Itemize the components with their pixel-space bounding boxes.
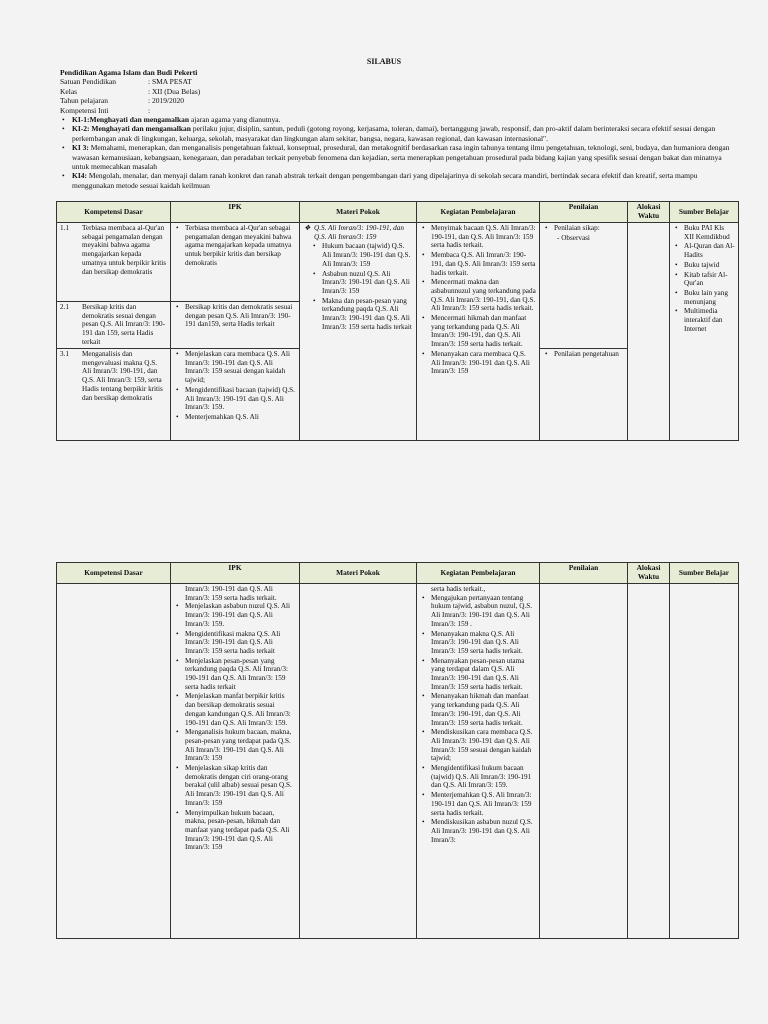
ipk-continuation: Imran/3: 190-191 dan Q.S. Ali Imran/3: 159 serta hadis terkait. bbox=[185, 585, 277, 602]
info-value: : bbox=[148, 105, 151, 115]
ipk-item: • Terbiasa membaca al-Qur'an sebagai pengamalan dengan meyakini bahwa agama mengajarkan kepada umatnya untuk berpikir kritis dan bersikap demokratis bbox=[185, 224, 296, 268]
ipk-item: • Mengidentifikasi makna Q.S. Ali Imran/3: 190-191 dan Q.S. Ali Imran/3: 159 serta hadis terkait bbox=[185, 630, 296, 656]
info-key: Tahun pelajaran bbox=[60, 96, 108, 106]
kegiatan-item: • Mencermati makna dan asbabunnuzul yang terkandung pada Q.S. Ali Imran/3: 190-191, dan Q.S. Ali Imran/3: 159 serta hadis terkait. bbox=[431, 278, 536, 313]
sumber-item: • Buku lain yang menunjang bbox=[684, 289, 735, 306]
ki-label: KI 3: bbox=[72, 143, 89, 153]
ipk-cell bbox=[171, 349, 300, 441]
ipk-item: • Menjelaskan asbabun nuzul Q.S. Ali Imran/3: 190-191 dan Q.S. Ali Imran/3: 159. bbox=[185, 602, 296, 628]
sumber-cell bbox=[670, 584, 739, 939]
info-value: : 2019/2020 bbox=[148, 96, 185, 106]
sumber-item: • Kitab tafsir Al-Qur'an bbox=[684, 271, 735, 288]
materi-cell bbox=[300, 223, 417, 441]
kegiatan-cell bbox=[417, 584, 540, 939]
header-sumber: Sumber Belajar bbox=[670, 202, 739, 223]
kd-cell bbox=[57, 223, 171, 302]
kegiatan-item: • Mencermati hikmah dan manfaat yang terkandung pada Q.S. Ali Imran/3: 190-191, dan Q.S. Ali Imran/3: 159 serta hadis terkait. bbox=[431, 314, 536, 349]
ipk-item: • Menjelaskan pesan-pesan yang terkandung paqda Q.S. Ali Imran/3: 190-191 dan Q.S. Ali Imran/3: 159 serta hadis terkait bbox=[185, 657, 296, 692]
document-title: SILABUS bbox=[366, 57, 402, 66]
info-key: Kompetensi Inti bbox=[60, 105, 109, 115]
kegiatan-continuation: serta hadis terkait., bbox=[431, 585, 486, 593]
kegiatan-item: • Menterjemahkan Q.S. Ali Imran/3: 190-191 dan Q.S. Ali Imran/3: 159 serta hadis terkait. bbox=[431, 791, 536, 817]
alokasi-cell bbox=[628, 223, 670, 441]
ki-item bbox=[72, 171, 740, 190]
document-header bbox=[60, 68, 740, 190]
sumber-item: • Multimedia interaktif dan Internet bbox=[684, 307, 735, 333]
materi-heading: ❖ Q.S. Ali Imran/3: 190-191, dan Q.S. Ali Imran/3: 159 bbox=[314, 224, 413, 241]
ipk-item: • Menjelaskan sikap kritis dan demokratis dengan ciri orang-orang berakal (ulil albab) sesuai pesan Q.S. Ali Imran/3: 190-191 dan Q.S. Ali Imran/3: 159 bbox=[185, 764, 296, 808]
header-kegiatan: Kegiatan Pembelajaran bbox=[417, 563, 540, 584]
alokasi-cell bbox=[628, 584, 670, 939]
ipk-item: • Menjelaskan cara membaca Q.S. Ali Imran/3: 190-191 dan Q.S. Ali Imran/3: 159 sesuai dengan kaidah tajwid; bbox=[185, 350, 296, 385]
info-key: Satuan Pendidikan bbox=[60, 77, 117, 87]
kd-text: Menganalisis dan mengevaluasi makna Q.S. Ali Imran/3: 190-191, dan Q.S. Ali Imran/3: 159, serta Hadis tentang berpikir kritis dan bersikap demokratis bbox=[82, 350, 163, 402]
ipk-item: • Mengidentifikasi bacaan (tajwid) Q.S. Ali Imran/3: 190-191 dan Q.S. Ali Imran/3: 159. bbox=[185, 386, 296, 412]
kegiatan-item: • Mengajukan pertanyaan tentang hukum tajwid, asbabun nuzul, Q.S. Ali Imran/3: 190-191 dan Q.S. Ali Imran/3: 159 . bbox=[431, 594, 536, 629]
kd-number: 3.1 bbox=[60, 350, 69, 358]
info-row bbox=[60, 96, 740, 105]
ipk-item: • Menganalisis hukum bacaan, makna, pesan-pesan yang terdapat pada Q.S. Ali Imran/3: 190-191 dan Q.S. Ali Imran/3: 159 bbox=[185, 728, 296, 763]
ipk-cell bbox=[171, 223, 300, 302]
info-value: : XII (Dua Belas) bbox=[148, 86, 201, 96]
kegiatan-cell bbox=[417, 223, 540, 441]
kegiatan-item: • Menanyakan cara membaca Q.S. Ali Imran/3: 190-191 dan Q.S. Ali Imran/3: 159 bbox=[431, 350, 536, 376]
table-row bbox=[57, 584, 739, 939]
ki-label: KI-2: Menghayati dan mengamalkan bbox=[72, 124, 191, 134]
ipk-item: • Menjelaskan manfat berpikir kritis dan bersikap demokratis sesuai dengan kandungan Q.S. Ali Imran/3: 190-191 dan Q.S. Ali Imran/3: 159. bbox=[185, 692, 296, 727]
sumber-cell bbox=[670, 223, 739, 441]
header-materi-pokok: Materi Pokok bbox=[300, 563, 417, 584]
materi-cell bbox=[300, 584, 417, 939]
kegiatan-item: • Mendiskusikan asbabun nuzul Q.S. Ali Imran/3: 190-191 dan Q.S. Ali Imran/3: bbox=[431, 818, 536, 844]
info-row bbox=[60, 106, 740, 115]
ipk-item: • Bersikap kritis dan demokratis sesuai dengan pesan Q.S. Ali Imran/3: 190-191 dan159, serta Hadis terkait bbox=[185, 303, 296, 329]
kd-cell bbox=[57, 349, 171, 441]
ki-text: ajaran agama yang dianutnya. bbox=[189, 115, 281, 125]
header-sumber: Sumber Belajar bbox=[670, 563, 739, 584]
ki-text: perilaku jujur, disiplin, santun, peduli (gotong royong, kerjasama, toleran, damai), bertanggung jawab, responsif, dan pro-aktif dalam berinteraksi secara efektif sesuai dengan perkembangan anak di lingkungan, keluarga, sekolah, masyarakat dan lingkungan alam sekitar, bangsa, negara, kawasan regional, dan kawasan internasional". bbox=[72, 124, 716, 143]
table-header-row bbox=[57, 202, 739, 223]
sumber-item: • Buku tajwid bbox=[684, 261, 735, 270]
penilaian-cell bbox=[540, 349, 628, 441]
ki-item bbox=[72, 124, 740, 143]
header-kompetensi-dasar: Kompetensi Dasar bbox=[57, 563, 171, 584]
header-alokasi: Alokasi Waktu bbox=[628, 563, 670, 584]
syllabus-table-2 bbox=[56, 562, 739, 939]
ki-item bbox=[72, 115, 740, 124]
kegiatan-item: • Mendiskusikan cara membaca Q.S. Ali Imran/3: 190-191 dan Q.S. Ali Imran/3: 159 sesuai dengan kaidah tajwid; bbox=[431, 728, 536, 763]
ki-item bbox=[72, 143, 740, 171]
penilaian-observasi: - Observasi bbox=[557, 233, 590, 242]
table-row bbox=[57, 223, 739, 302]
info-key: Kelas bbox=[60, 86, 78, 96]
header-kegiatan: Kegiatan Pembelajaran bbox=[417, 202, 540, 223]
penilaian-cell bbox=[540, 584, 628, 939]
header-ipk: IPK bbox=[171, 563, 300, 584]
info-block bbox=[60, 77, 740, 115]
info-row bbox=[60, 77, 740, 86]
ipk-item: • Menyimpulkan hukum bacaan, makna, pesan-pesan, hikmah dan manfaat yang terdapat pada Q.S. Ali Imran/3: 190-191 dan Q.S. Ali Imran/3: 159 bbox=[185, 809, 296, 853]
ki-label: KI-1:Menghayati dan mengamalkan bbox=[72, 115, 190, 125]
kd-text: Bersikap kritis dan demokratis sesuai dengan pesan Q.S. Ali Imran/3: 190-191 dan 159, serta Hadis terkait bbox=[82, 303, 166, 346]
kompetensi-inti-list bbox=[60, 115, 740, 190]
ki-label: KI4: bbox=[72, 171, 87, 181]
header-kompetensi-dasar: Kompetensi Dasar bbox=[57, 202, 171, 223]
header-ipk: IPK bbox=[171, 202, 300, 223]
kegiatan-item: • Membaca Q.S. Ali Imran/3: 190-191, dan Q.S. Ali Imran/3: 159 serta hadis terkait. bbox=[431, 251, 536, 277]
kegiatan-item: • Menyimak bacaan Q.S. Ali Imran/3: 190-191, dan Q.S. Ali Imran/3: 159 serta hadis terkait. bbox=[431, 224, 536, 250]
materi-item: • Makna dan pesan-pesan yang terkandung paqda Q.S. Ali Imran/3: 190-191 dan Q.S. Ali Imran/3: 159 serta hadis terkait bbox=[322, 297, 413, 332]
info-value: : SMA PESAT bbox=[148, 77, 192, 87]
kegiatan-item: • Menanyakan hikmah dan manfaat yang terkandung pada Q.S. Ali Imran/3: 190-191, dan Q.S. Ali Imran/3: 159 serta hadis terkait. bbox=[431, 692, 536, 727]
materi-item: • Asbabun nuzul Q.S. Ali Imran/3: 190-191 dan Q.S. Ali Imran/3: 159 bbox=[322, 270, 413, 296]
materi-item: • Hukum bacaan (tajwid) Q.S. Ali Imran/3: 190-191 dan Q.S. Ali Imran/3: 159 bbox=[322, 242, 413, 268]
kegiatan-item: • Menanyakan makna Q.S. Ali Imran/3: 190-191 dan Q.S. Ali Imran/3: 159 serta hadis terkait. bbox=[431, 630, 536, 656]
kd-cell bbox=[57, 584, 171, 939]
kd-text: Terbiasa membaca al-Qur'an sebagai pengamalan dengan meyakini bahwa agama mengajarkan kepada umatnya untuk berpikir kritis dan bersikap demokratis bbox=[82, 224, 167, 276]
header-materi-pokok: Materi Pokok bbox=[300, 202, 417, 223]
info-row bbox=[60, 87, 740, 96]
ipk-cell bbox=[171, 302, 300, 349]
ki-text: Memahami, menerapkan, dan menganalisis pengetahuan faktual, konseptual, prosedural, dan metakognitif berdasarkan rasa ingin tahunya tentang ilmu pengetahuan, teknologi, seni, budaya, dan humaniora dengan wawasan kemanusiaan, kebangsaan, kenegaraan, dan peradaban terkait penyebab fenomena dan kejadian, serta menerapkan pengetahuan prosedural pada bidang kajian yang spesifik sesuai dengan bakat dan minatnya untuk memecahkan masalah bbox=[72, 143, 730, 172]
kd-number: 2.1 bbox=[60, 303, 69, 311]
header-alokasi: Alokasi Waktu bbox=[628, 202, 670, 223]
ipk-cell bbox=[171, 584, 300, 939]
table-header-row bbox=[57, 563, 739, 584]
syllabus-table-1 bbox=[56, 201, 739, 441]
kegiatan-item: • Menanyakan pesan-pesan utama yang terdapat dalam Q.S. Ali Imran/3: 190-191 dan Q.S. Ali Imran/3: 159 serta hadis terkait. bbox=[431, 657, 536, 692]
header-penilaian: Penilaian bbox=[540, 563, 628, 584]
sumber-item: • Al-Quran dan Al-Hadits bbox=[684, 242, 735, 259]
kegiatan-item: • Mengidentifikasi hukum bacaan (tajwid) Q.S. Ali Imran/3: 190-191 dan Q.S. Ali Imran/3: 159. bbox=[431, 764, 536, 790]
header-penilaian: Penilaian bbox=[540, 202, 628, 223]
penilaian-pengetahuan: • Penilaian pengetahuan bbox=[554, 350, 624, 359]
penilaian-sikap: • Penilaian sikap: bbox=[554, 224, 624, 233]
kd-cell bbox=[57, 302, 171, 349]
sumber-item: • Buku PAI Kls XII Kemdikbud bbox=[684, 224, 735, 241]
kd-number: 1.1 bbox=[60, 224, 69, 232]
subject-title: Pendidikan Agama Islam dan Budi Pekerti bbox=[60, 68, 198, 77]
penilaian-cell bbox=[540, 223, 628, 349]
ipk-item: • Menterjemahkan Q.S. Ali bbox=[185, 413, 296, 422]
ki-text: Mengolah, menalar, dan menyaji dalam ranah konkret dan ranah abstrak terkait dengan pengembangan dari yang dipelajarinya di sekolah secara mandiri, bertindak secara efektif dan kreatif, serta mampu menggunakan metode sesuai kaidah keilmuan bbox=[72, 171, 698, 190]
